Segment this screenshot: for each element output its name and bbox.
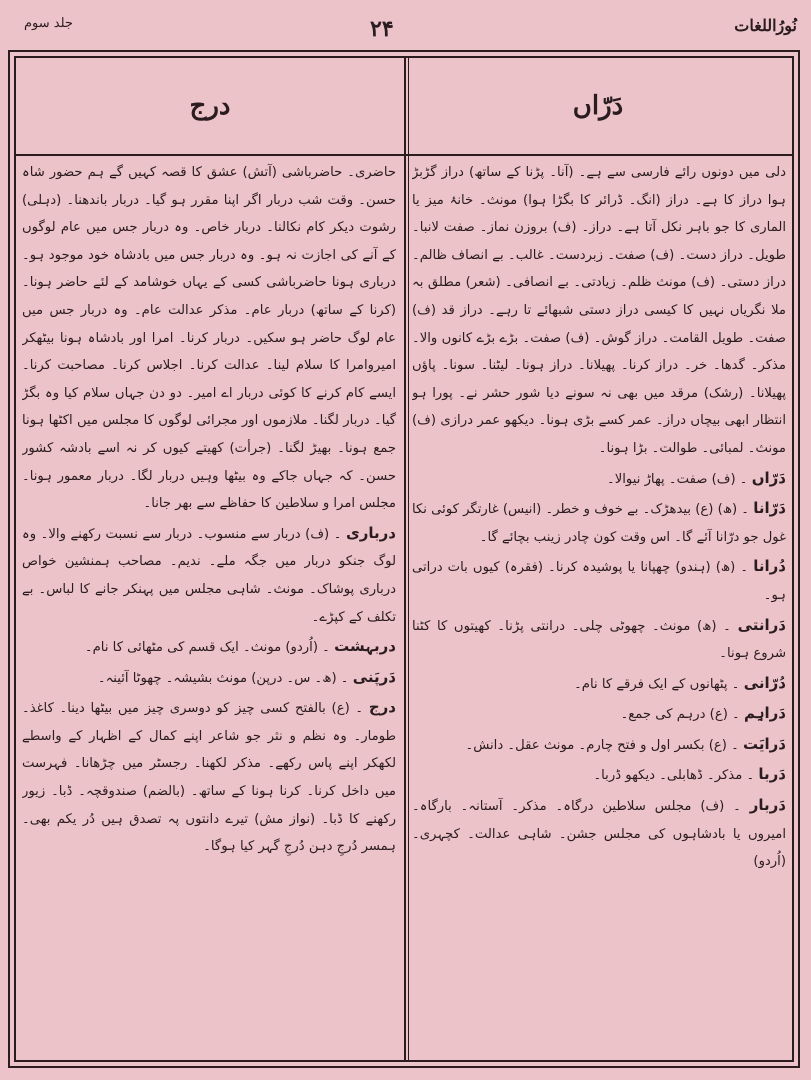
book-title: نُورُاللغات <box>734 16 797 35</box>
page-frame <box>8 50 800 1068</box>
entry <box>22 158 396 518</box>
entry-text: (اُردو) مونث۔ ایک قسم کی مٹھائی کا نام۔ <box>84 640 318 656</box>
entry: دَرایَت ۔ (ع) بکسر اول و فتح چارم۔ مونث عقل۔ دانش۔ <box>465 734 786 753</box>
page-number: ۲۴ <box>370 16 394 42</box>
entry: درج ۔ (ع) بالفتح کسی چیز کو دوسری چیز میں بیٹھا دینا۔ کاغذ۔ طومار۔ وہ نظم و نثر جو شاعر اپنے کمال کے اظہار کے واسطے لکھکر اپنے پاس رکھے۔ مذکر لکھنا۔ رجسٹر میں چڑھانا۔ فہرست میں داخل کرنا۔ کرنا ہونا کے ساتھ۔ (بالضم) صندوقچہ۔ ڈبا۔ زیور رکھنے کا ڈبا۔ (نواز مش) تیرے دانتوں پہ تصدق ہیں دُر یکم بھی۔ ہمسر دُرجِ دہن دُرجِ گہر کیا ہوگا۔ <box>22 698 396 855</box>
right-column <box>412 158 786 1054</box>
entry-headword: دَرپَنی <box>352 667 396 686</box>
entry-headword: دُرانا <box>753 557 786 576</box>
entry: دَرّاں ۔ (ف) صفت۔ پھاڑ نیوالا۔ <box>607 468 786 487</box>
entry-text: (ف) صفت۔ پھاڑ نیوالا۔ <box>607 471 736 487</box>
entry-text: مذکر۔ ڈھابلی۔ دیکھو ڈربا۔ <box>593 768 743 784</box>
entry: دربہشت ۔ (اُردو) مونث۔ ایک قسم کی مٹھائی کا نام۔ <box>84 637 396 656</box>
entry: دَرّانا ۔ (ھ) (ع) بیدھڑک۔ بے خوف و خطر۔ (انیس) غارتگر کوئی نکا غول جو درّانا آئے گا۔ اس وقت کون چادر زینب بچائے گا۔ <box>412 499 786 545</box>
entry: دُرانا ۔ (ھ) (ہندو) چھپانا یا پوشیدہ کرنا۔ (فقرہ) کیوں بات دراتی ہو۔ <box>412 557 786 603</box>
entry-headword: درج <box>368 698 396 717</box>
entry-headword: دُرّانی <box>743 673 786 692</box>
entry-text: (ھ) مونث۔ چھوٹی چلی۔ درانتی پڑنا۔ کھیتوں کا کٹنا شروع ہونا۔ <box>412 618 786 662</box>
left-column <box>22 158 396 1054</box>
entry-text: (ع) بالفتح کسی چیز کو دوسری چیز میں بیٹھا دینا۔ کاغذ۔ طومار۔ وہ نظم و نثر جو شاعر اپنے کمال کے اظہار کے واسطے لکھکر اپنے پاس رکھے۔ مذکر لکھنا۔ رجسٹر میں چڑھانا۔ فہرست میں داخل کرنا۔ کرنا ہونا کے ساتھ۔ (بالضم) صندوقچہ۔ ڈبا۔ زیور رکھنے کا ڈبا۔ (نواز مش) تیرے دانتوں پہ تصدق ہیں دُر یکم بھی۔ ہمسر دُرجِ دہن دُرجِ گہر کیا ہوگا۔ <box>22 701 396 855</box>
column-divider <box>404 58 406 1060</box>
entry: دَراہِم ۔ (ع) درہم کی جمع۔ <box>620 704 786 723</box>
entry-text: (ع) درہم کی جمع۔ <box>620 707 728 723</box>
entry: دَرانتی ۔ (ھ) مونث۔ چھوٹی چلی۔ درانتی پڑنا۔ کھیتوں کا کٹنا شروع ہونا۔ <box>412 615 786 662</box>
entry-headword: دَرّانا <box>753 499 786 518</box>
entry-headword: دَرایَت <box>743 734 786 753</box>
entry-text: (ف) دربار سے منسوب۔ دربار سے نسبت رکھنے والا۔ وہ لوگ جنکو دربار میں جگہ ملے۔ ندیم۔ مصاحب ہمنشین خواص درباری پوشاک۔ مونث۔ شاہی مجلس میں پہنکر جانے کا لباس۔ بے تکلف کے کپڑے۔ <box>22 526 396 625</box>
entry: دَربا ۔ مذکر۔ ڈھابلی۔ دیکھو ڈربا۔ <box>593 765 786 784</box>
left-column-headword: درج <box>189 91 231 121</box>
right-column-headword: دَرّاں <box>572 91 624 121</box>
entry: دُرّانی ۔ پٹھانوں کے ایک فرقے کا نام۔ <box>574 673 786 692</box>
entry-headword: دَرانتی <box>737 615 786 634</box>
entry-text: دلی میں دونوں رائے فارسی سے ہے۔ (آنا۔ پڑنا کے ساتھ) دراز گڑبڑ ہوا دراز کا ہے۔ دراز (انگ۔ ڈرائر کا بگڑا ہوا) مونث۔ خانۂ میز یا الماری کا جو باہر نکل آتا ہے۔ دراز۔ (ف) بروزن نماز۔ صفت لانبا۔ طویل۔ دراز دست۔ (ف) صفت۔ زبردست۔ غالب۔ بے انصاف ظالم۔ دراز دستی۔ (ف) مونث ظلم۔ زیادتی۔ بے انصافی۔ (شعر) مطلق بہ ملا نگریاں نہیں کا کیسی دراز دستی شبھائے تا رہے۔ دراز قد (ف) صفت۔ طویل القامت۔ دراز گوش۔ (ف) صفت۔ بڑے بڑے کانوں والا۔ مذکر۔ گدھا۔ خر۔ دراز کرنا۔ پھیلانا۔ دراز ہونا۔ لیٹنا۔ سونا۔ پاؤں پھیلانا۔ (رشک) مرقد میں بھی نہ سونے دیا شور حشر نے۔ پورا ہو انتظار ابھی بیچاں دراز۔ عمر کسے بڑی ہونا۔ دیکھو عمر درازی (ف) مونث۔ لمبائی۔ طوالت۔ بڑا ہونا۔ <box>412 165 786 456</box>
entry-text: پٹھانوں کے ایک فرقے کا نام۔ <box>574 676 728 692</box>
entry-text: (ھ) (ہندو) چھپانا یا پوشیدہ کرنا۔ (فقرہ) کیوں بات دراتی ہو۔ <box>412 560 786 603</box>
entry <box>412 158 786 463</box>
entry-headword: دَربار <box>749 796 786 815</box>
entry-headword: درباری <box>346 523 396 542</box>
entry: دَربار ۔ (ف) مجلس سلاطین درگاہ۔ مذکر۔ آستانہ۔ بارگاہ۔ امیروں یا بادشاہوں کی مجلس جشن۔ شاہی عدالت۔ کچہری۔ (اُردو) <box>412 796 786 870</box>
volume-label: جلد سوم <box>24 16 73 31</box>
entry: درباری ۔ (ف) دربار سے منسوب۔ دربار سے نسبت رکھنے والا۔ وہ لوگ جنکو دربار میں جگہ ملے۔ ندیم۔ مصاحب ہمنشین خواص درباری پوشاک۔ مونث۔ شاہی مجلس میں پہنکر جانے کا لباس۔ بے تکلف کے کپڑے۔ <box>22 523 396 625</box>
page-frame-inner <box>14 56 794 1062</box>
entry-text: (ع) بکسر اول و فتح چارم۔ مونث عقل۔ دانش۔ <box>465 737 727 753</box>
entry-headword: دَربا <box>758 765 786 784</box>
entry-text: (ف) مجلس سلاطین درگاہ۔ مذکر۔ آستانہ۔ بارگاہ۔ امیروں یا بادشاہوں کی مجلس جشن۔ شاہی عدالت۔ کچہری۔ (اُردو) <box>412 799 786 870</box>
entry-headword: دَرّاں <box>751 468 786 487</box>
entry-text: (ھ۔ س۔ درپن) مونث بشیشہ۔ چھوٹا آئینہ۔ <box>97 670 337 686</box>
entry-headword: دربہشت <box>334 637 396 656</box>
column-divider-inner <box>408 58 409 1060</box>
entry-headword: دَراہِم <box>743 704 786 723</box>
entry: دَرپَنی ۔ (ھ۔ س۔ درپن) مونث بشیشہ۔ چھوٹا آئینہ۔ <box>97 667 396 686</box>
entry-text: (ھ) (ع) بیدھڑک۔ بے خوف و خطر۔ (انیس) غارتگر کوئی نکا غول جو درّانا آئے گا۔ اس وقت کون چادر زینب بچائے گا۔ <box>412 502 786 545</box>
running-head <box>0 8 811 48</box>
entry-text: حاضری۔ حاضرباشی (آتش) عشق کا قصہ کہیں گے ہم حضور شاہ حسن۔ وقت شب دربار اگر اپنا مقرر ہو گیا۔ دربار باندھنا۔ (دہلی) رشوت دیکر کام نکالنا۔ دربار خاص۔ وہ دربار جس میں عام لوگوں کے آنے کی اجازت نہ ہو۔ وہ دربار جس میں بادشاہ خود موجود ہو۔ درباری ہونا حاضرباشی کسی کے یہاں خوشامد کے لئے حاضر ہونا۔ (کرنا کے ساتھ) دربار عام۔ مذکر عدالت عام۔ وہ دربار جس میں عام لوگ حاضر ہو سکیں۔ دربار کرنا۔ امرا اور بادشاہ ہونا بیٹھکر امیروامرا کا سلام لینا۔ عدالت کرنا۔ اجلاس کرنا۔ مصاحبت کرنا۔ ایسے کام کرنے کا کوئی دربار اے امیر۔ دو دن جہاں سلام کیا وہ بگڑ گیا۔ دربار لگنا۔ ملازموں اور مجرائی لوگوں کا مجلس میں اکٹھا ہونا جمع ہونا۔ بھیڑ لگنا۔ (جرأت) کھیتے کیوں کر نہ اسے بادشہ کشور حسن۔ کہ جہاں جاکے وہ بیٹھا وہیں دربار لگا۔ دربار معمور ہونا۔ مجلس امرا و سلاطین کا حفاظے سے بھر جانا۔ <box>22 165 396 512</box>
